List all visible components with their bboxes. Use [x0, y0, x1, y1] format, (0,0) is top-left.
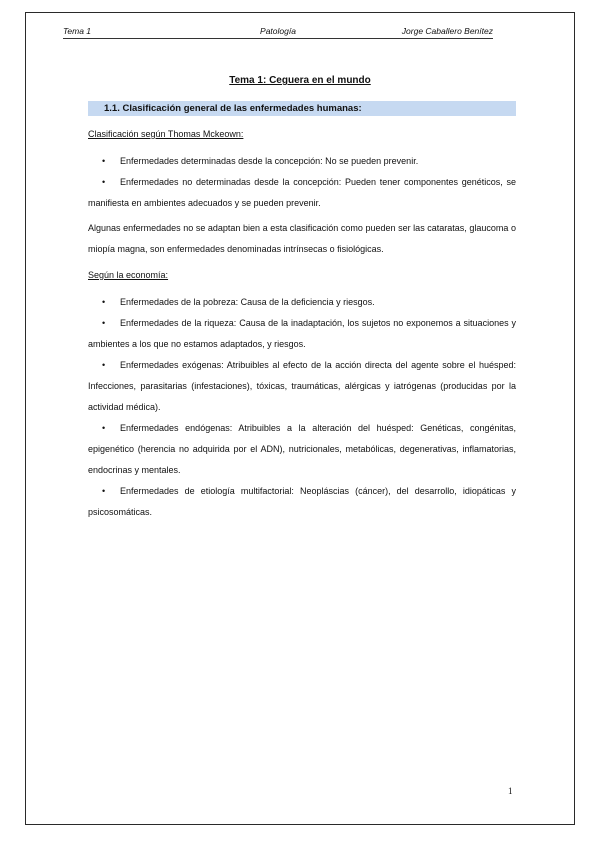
list-item [88, 313, 516, 355]
list-item [88, 172, 516, 214]
bullet-icon: • [102, 318, 106, 328]
section-heading: 1.1. Clasificación general de las enfermedades humanas: [104, 103, 362, 114]
list-item [88, 481, 516, 523]
list-item-text: Enfermedades determinadas desde la concepción: No se pueden prevenir. [120, 156, 419, 166]
page-number: 1 [508, 786, 513, 796]
header-center: Patología [260, 26, 296, 36]
list-item [88, 151, 516, 172]
bullet-icon: • [102, 486, 106, 496]
list-item [88, 292, 516, 313]
document-body [88, 124, 516, 523]
list-item-text: Enfermedades de la riqueza: Causa de la inadaptación, los sujetos no exponemos a situaciones y ambientes a los que no estamos adaptados, y riesgos. [88, 318, 516, 349]
bullet-icon: • [102, 423, 106, 433]
bullet-icon: • [102, 297, 106, 307]
document-title: Tema 1: Ceguera en el mundo [229, 75, 371, 86]
bullet-icon: • [102, 360, 106, 370]
header-left: Tema 1 [63, 26, 92, 36]
economy-subheading: Según la economía: [88, 270, 169, 280]
list-item [88, 418, 516, 481]
list-item-text: Enfermedades de la pobreza: Causa de la deficiencia y riesgos. [120, 297, 375, 307]
mckeown-subheading: Clasificación según Thomas Mckeown: [88, 129, 244, 139]
list-item-text: Enfermedades exógenas: Atribuibles al efecto de la acción directa del agente sobre el huésped: Infecciones, parasitarias (infestaciones), tóxicas, traumáticas, alérgicas y iatrógenas (producidas por la actividad médica). [88, 360, 516, 412]
bullet-icon: • [102, 177, 106, 187]
header-right: Jorge Caballero Benítez [401, 26, 493, 36]
list-item-text: Enfermedades no determinadas desde la concepción: Pueden tener componentes genéticos, se manifiesta en ambientes adecuados y se pueden prevenir. [88, 177, 516, 208]
list-item [88, 355, 516, 418]
list-item-text: Enfermedades endógenas: Atribuibles a la alteración del huésped: Genéticas, congénitas, epigenético (herencia no adquirida por el ADN), nutricionales, metabólicas, degenerativas, inflamatorias, endocrinas y mentales. [88, 423, 516, 475]
bullet-icon: • [102, 156, 106, 166]
page-header [63, 26, 493, 39]
list-item-text: Enfermedades de etiología multifactorial: Neopláscias (cáncer), del desarrollo, idiopáticas y psicosomáticas. [88, 486, 516, 517]
body-paragraph: Algunas enfermedades no se adaptan bien a esta clasificación como pueden ser las cataratas, glaucoma o miopía magna, son enfermedades denominadas intrínsecas o fisiológicas. [88, 223, 516, 254]
